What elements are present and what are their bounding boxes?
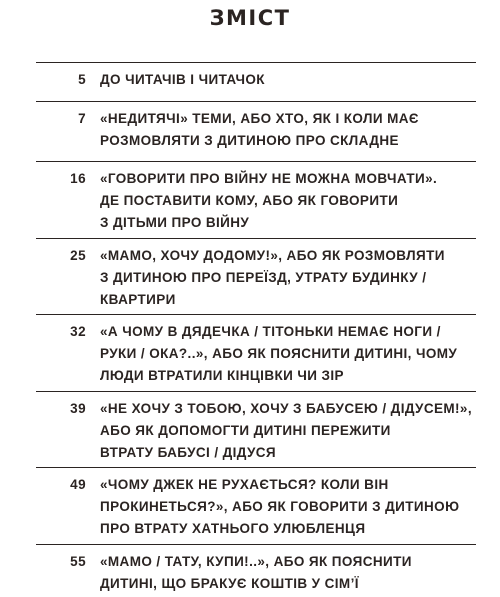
toc-entry-title: ДО ЧИТАЧІВ І ЧИТАЧОК xyxy=(100,72,265,87)
toc-entry xyxy=(36,62,476,101)
toc-page-number: 16 xyxy=(70,171,86,186)
toc-entry xyxy=(36,101,476,161)
toc-entry-title: «А ЧОМУ В ДЯДЕЧКА / ТІТОНЬКИ НЕМАЄ НОГИ / РУКИ / ОКА?..», АБО ЯК ПОЯСНИТИ ДИТИНІ, ЧОМУ ЛЮДИ ВТРАТИЛИ КІНЦІВКИ ЧИ ЗІР xyxy=(100,324,458,383)
toc-entry xyxy=(36,238,476,314)
page-title: ЗМІСТ xyxy=(209,6,291,30)
toc-entry xyxy=(36,467,476,544)
toc-page-number: 55 xyxy=(70,554,86,569)
toc-entry-title: «МАМО / ТАТУ, КУПИ!..», АБО ЯК ПОЯСНИТИ ДИТИНІ, ЩО БРАКУЄ КОШТІВ У СІМ’Ї xyxy=(100,554,412,591)
toc-page-number: 49 xyxy=(70,477,86,492)
toc-entry xyxy=(36,314,476,391)
toc-entry-title: «ЧОМУ ДЖЕК НЕ РУХАЄТЬСЯ? КОЛИ ВІН ПРОКИНЕТЬСЯ?», АБО ЯК ГОВОРИТИ З ДИТИНОЮ ПРО ВТРАТУ ХАТНЬОГО УЛЮБЛЕНЦЯ xyxy=(100,477,460,536)
toc-page-number: 5 xyxy=(78,72,86,87)
toc-page-number: 32 xyxy=(70,324,86,339)
toc-entry-title: «ГОВОРИТИ ПРО ВІЙНУ НЕ МОЖНА МОВЧАТИ». ДЕ ПОСТАВИТИ КОМУ, АБО ЯК ГОВОРИТИ З ДІТЬМИ ПРО ВІЙНУ xyxy=(100,171,438,230)
toc-entry xyxy=(36,161,476,238)
toc-entry xyxy=(36,391,476,467)
toc-entry xyxy=(36,544,476,597)
toc-entry-title: «НЕДИТЯЧІ» ТЕМИ, АБО ХТО, ЯК І КОЛИ МАЄ РОЗМОВЛЯТИ З ДИТИНОЮ ПРО СКЛАДНЕ xyxy=(100,111,419,148)
toc-page-number: 39 xyxy=(70,401,86,416)
table-of-contents xyxy=(36,62,476,597)
toc-page-number: 7 xyxy=(78,111,86,126)
toc-entry-title: «НЕ ХОЧУ З ТОБОЮ, ХОЧУ З БАБУСЕЮ / ДІДУСЕМ!», АБО ЯК ДОПОМОГТИ ДИТИНІ ПЕРЕЖИТИ ВТРАТУ БАБУСІ / ДІДУСЯ xyxy=(100,401,472,460)
toc-entry-title: «МАМО, ХОЧУ ДОДОМУ!», АБО ЯК РОЗМОВЛЯТИ З ДИТИНОЮ ПРО ПЕРЕЇЗД, УТРАТУ БУДИНКУ / КВАРТИРИ xyxy=(100,248,445,307)
toc-page-number: 25 xyxy=(70,248,86,263)
